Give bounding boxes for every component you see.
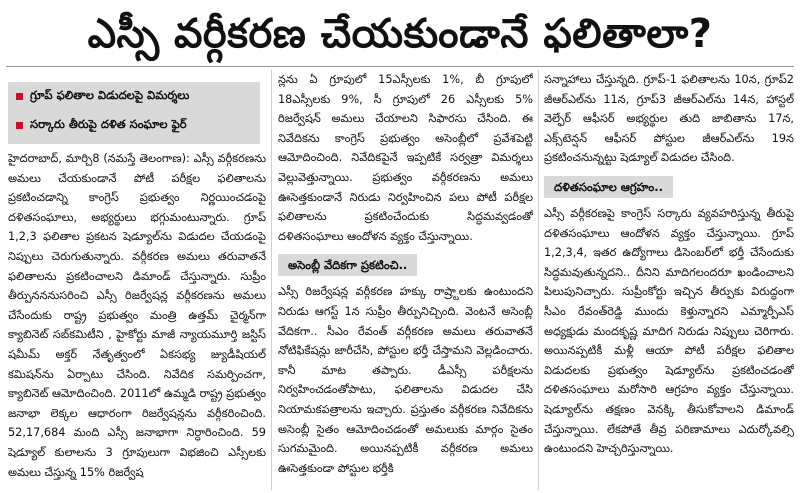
headline-rule [6,66,794,67]
article-column-2 [278,70,533,490]
body-paragraph: హైదరాబాద్, మార్చి8 (నమస్తే తెలంగాణ): ఎస్సీ వర్గీకరణను అమలు చేయకుండానే పోటీ పరీక్షల ఫలితాలను ప్రకటించడాన్ని కాంగ్రెస్ ప్రభుత్వం నిర్ణయించడంపై దళితసంఘాలు, అభ్యర్థులు భగ్గుమంటున్నారు. గ్రూప్ 1,2,3 ఫలితాల ప్రకటన షెడ్యూల్‌ను విడుదల చేయడంపై నిప్పులు చెరుగుతున్నారు. వర్గీకరణ అమలు తరువాతనే ఫలితాలను ప్రకటించాలని డిమాండ్ చేస్తున్నారు. సుప్రీం తీర్పునననుసరించి ఎస్సీ రిజర్వేషన్ల వర్గీకరణను అమలు చేసేందుకు రాష్ట్ర ప్రభుత్వం మంత్రి ఉత్తమ్ చైర్మన్‌గా క్యాబినెట్ సబ్‌కమిటీని , హైకోర్టు మాజీ న్యాయమూర్తి జస్టిస్ షమీమ్ అక్తర్ నేతృత్వంలో ఏకసభ్య జ్యుడీషియల్ కమిషన్‌ను ఏర్పాటు చేసింది. నివేదిక సమర్పించగా, క్యాబినెట్ ఆమోదించింది. 2011లో ఉమ్మడి రాష్ట్ర ప్రభుత్వం జనాభా లెక్కల ఆధారంగా రిజర్వేషన్లను వర్గీకరించింది. 52,17,684 మంది ఎస్సీ జనాభాగా నిర్ధారించింది. 59 షెడ్యూల్ కులాలను 3 గ్రూపులుగా విభజించి ఎస్సీలకు అమలు చేస్తున్న 15% రిజర్వేష [8,152,266,479]
column-divider [538,70,539,490]
subheading: దళితసంఘాల ఆగ్రహం.. [544,176,673,198]
article-column-3 [544,70,794,490]
body-paragraph: ఎస్సీ రిజర్వేషన్ల వర్గీకరణ హక్కు రాష్ర్టాలకు ఉంటుందని నిరుడు ఆగస్ట్ 1న సుప్రీం తీర్పునిచ్చింది. వెంటనే అసెంబ్లీ వేదికగా.. సీఎం రేవంత్ వర్గీకరణ అమలు తరువాతనే నోటిఫికేషన్లు జారీచేసి, పోస్టుల భర్తీ చేస్తామని వెల్లడించారు. కానీ మాట తప్పారు. డీఎస్సీ పరీక్షలను నిర్వహించడంతోపాటు, ఫలితాలను విడుదల చేసి నియామకపత్రాలను ఇచ్చారు. ప్రస్తుతం వర్గీకరణ నివేదికను అసెంబ్లీ సైతం ఆమోదించడంతో అమలుకు మార్గం సైతం సుగమమైంది. అయినప్పటికీ వర్గీకరణ అమలు ఊసెత్తకుండా పోస్టుల భర్తీకి [278,285,533,475]
square-bullet-icon [16,93,23,100]
subheading: అసెంబ్లీ వేదికగా ప్రకటించి.. [278,254,417,276]
highlight-text: గ్రూప్ ఫలితాల విడుదలపై విమర్శలు [30,88,190,102]
body-paragraph: ఎస్సీ వర్గీకరణపై కాంగ్రెస్ సర్కారు వ్యవహరిస్తున్న తీరుపై దళితసంఘాలు ఆందోళన వ్యక్తం చేస్తున్నాయి. గ్రూప్ 1,2,3,4, ఇతర ఉద్యోగాలు డిసెంబర్‌లో భర్తీ చేసేందుకు సిద్ధమవుతున్నదని.. దీనిని మాదిగలందరూ ఖండించాలని పిలుపునిచ్చారు. సుప్రీంకోర్టు ఇచ్చిన తీర్పుకు విరుద్ధంగా సీఎం రేవంత్‌రెడ్డి ముందు కెళ్తున్నారని ఎమ్మార్పీఎస్ అధ్యక్షుడు మందకృష్ణ మాదిగ నిరుడు నిప్పులు చెరిగారు. అయినప్పటికీ మళ్లీ ఆయా పోటీ పరీక్షల ఫలితాల విడుదలకు ప్రభుత్వం షెడ్యూల్‌ను ప్రకటించడంతో దళితసంఘాలు మరోసారి ఆగ్రహం వ్యక్తం చేస్తున్నాయి. షెడ్యూల్‌ను తక్షణం వెనక్కి తీసుకోవాలని డిమాండ్ చేస్తున్నాయి. లేకపోతే తీవ్ర పరిణామాలు ఎదుర్కోవల్సి ఉంటుందని హెచ్చరిస్తున్నాయి. [544,206,794,456]
body-paragraph: సన్నాహాలు చేస్తున్నది. గ్రూప్-1 ఫలితాలను 10న, గ్రూప్2 జీఆర్‌ఎల్‌ను 11న, గ్రూప్3 జీఆర్‌ఎల్‌ను 14న, హాస్టల్ వెల్ఫేర్ ఆఫీసర్ అభ్యర్థుల తుది జాబితాను 17న, ఎక్స్‌టెన్షన్ ఆఫీసర్ పోస్టుల జీఆర్‌ఎల్‌ను 19న ప్రకటించనున్నట్టు షెడ్యూల్ విడుదల చేసింది. [544,73,794,165]
highlight-item [8,82,260,111]
highlight-item [8,111,260,140]
column-divider [271,70,272,490]
body-paragraph: న్లను ఏ గ్రూపులో 15ఎస్సీలకు 1%, బీ గ్రూపులో 18ఎస్సీలకు 9%, సీ గ్రూపులో 26 ఎస్సీలకు 5% రిజర్వేషన్ అమలు చేయాలని సిఫారసు చేసింది. ఈ నివేదికను కాంగ్రెస్ ప్రభుత్వం అసెంబ్లీలో ప్రవేశపెట్టి ఆమోదించింది. నివేదికపైనే ఇప్పటికే సర్వత్రా విమర్శలు వెల్లువెత్తున్నాయి. ప్రభుత్వం వర్గీకరణను అమలు ఊసెత్తకుండానే నిరుడు నిర్వహించిన పలు పోటీ పరీక్షల ఫలితాలను ప్రకటించేందుకు సిద్ధమవ్వడంతో దళితసంఘాలు ఆందోళన వ్యక్తం చేస్తున్నాయి. [278,73,533,243]
headline: ఎస్సీ వర్గీకరణ చేయకుండానే ఫలితాలా? [87,11,713,57]
square-bullet-icon [16,122,23,129]
highlight-text: సర్కారు తీరుపై దళిత సంఘాల ఫైర్ [30,117,187,131]
article-column-1 [8,149,266,489]
highlights-box [8,82,260,144]
